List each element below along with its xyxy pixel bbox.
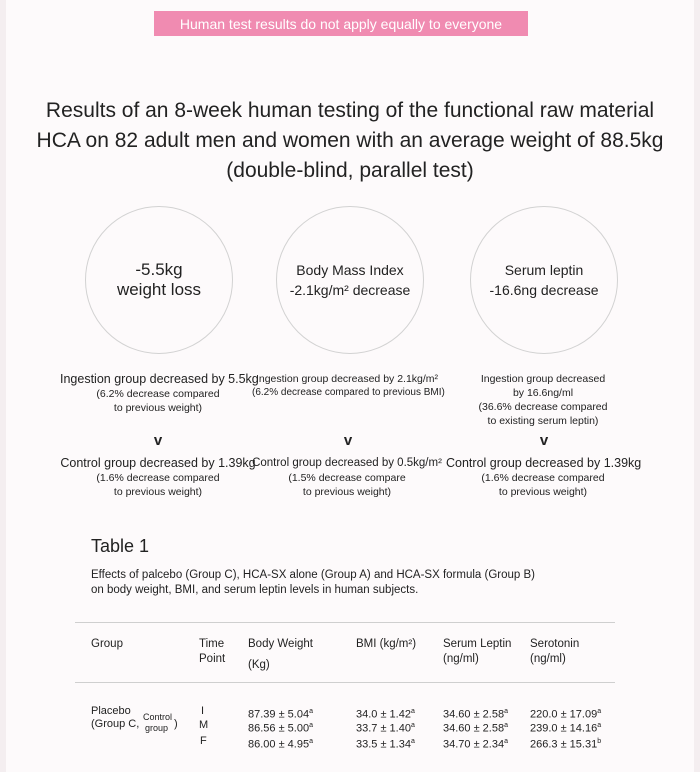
leptin-value: 34.60 ± 2.58: [443, 708, 505, 721]
header-line: (ng/ml): [443, 653, 479, 665]
headline: [20, 96, 680, 186]
header-time-point: [199, 637, 225, 667]
circle-line: Serum leptin: [504, 262, 584, 278]
leptin-cell: [443, 735, 508, 752]
header-body-weight: [248, 637, 313, 673]
ingestion-weight-text: [60, 372, 259, 415]
weight-loss-circle: [85, 206, 233, 354]
header-line: Serotonin: [530, 638, 580, 650]
serotonin-value: 239.0 ± 14.16: [530, 722, 598, 735]
time-cell: M: [199, 719, 209, 731]
control-weight-text: [60, 456, 256, 499]
control-line: (1.5% decrease compare: [288, 472, 406, 484]
bmi-value: 34.0 ± 1.42: [356, 708, 411, 721]
ingestion-line: (36.6% decrease compared: [478, 401, 608, 413]
chevron-down-icon: v: [153, 432, 163, 449]
circle-line: Body Mass Index: [296, 262, 404, 278]
weight-value: 87.39 ± 5.04: [248, 708, 310, 721]
group-label-control: Control: [143, 712, 173, 722]
group-label-line-2: (Group C,: [91, 718, 140, 730]
caption-line: Effects of palcebo (Group C), HCA-SX alone (Group A) and HCA-SX formula (Group B): [91, 569, 535, 581]
bmi-cell: [356, 735, 415, 752]
headline-line-3: (double-blind, parallel test): [226, 159, 474, 182]
leptin-value: 34.70 ± 2.34: [443, 738, 505, 751]
headline-line-1: Results of an 8-week human testing of the functional raw material: [45, 99, 655, 122]
serotonin-value: 266.3 ± 15.31: [530, 738, 598, 751]
bmi-sup: a: [410, 708, 415, 715]
leptin-cell: [443, 719, 508, 736]
leptin-sup: a: [504, 722, 508, 729]
leptin-sup: a: [504, 738, 508, 745]
control-line: (1.6% decrease compared: [96, 472, 220, 484]
serotonin-sup: a: [597, 708, 602, 715]
ingestion-line: (6.2% decrease compared: [96, 388, 220, 400]
group-label-close: ): [174, 718, 178, 730]
header-group: Group: [91, 638, 123, 650]
header-line: Point: [199, 653, 226, 665]
control-line: Control group decreased by 1.39kg: [60, 456, 256, 470]
weight-value: 86.56 ± 5.00: [248, 722, 310, 735]
caption-line: on body weight, BMI, and serum leptin levels in human subjects.: [91, 584, 419, 596]
control-leptin-text: [446, 456, 640, 499]
ingestion-line: to existing serum leptin): [487, 415, 599, 427]
weight-sup: a: [309, 738, 313, 745]
header-line: (ng/ml): [530, 653, 566, 665]
headline-line-2: HCA on 82 adult men and women with an average weight of 88.5kg: [36, 129, 664, 152]
ingestion-line: by 16.6ng/ml: [512, 387, 574, 399]
disclaimer-text: Human test results do not apply equally to everyone: [179, 15, 503, 32]
circle-line: -2.1kg/m² decrease: [289, 282, 411, 298]
circle-line: -5.5kg: [135, 260, 183, 279]
time-cell: I: [201, 705, 205, 717]
header-bmi: BMI (kg/m²): [356, 638, 417, 650]
ingestion-line: Ingestion group decreased by 2.1kg/m²: [255, 373, 439, 385]
table-header-rule: [75, 682, 615, 683]
serotonin-cell: [530, 719, 601, 736]
ingestion-bmi-text: [252, 372, 445, 400]
weight-cell: [248, 735, 313, 752]
serotonin-cell: [530, 735, 601, 752]
bmi-cell: [356, 719, 415, 736]
control-line: Control group decreased by 0.5kg/m²: [252, 457, 442, 469]
circle-line: -16.6ng decrease: [489, 282, 599, 298]
circle-line: weight loss: [116, 280, 202, 299]
serotonin-value: 220.0 ± 17.09: [530, 708, 598, 721]
time-cell: F: [200, 735, 207, 747]
group-label-line-1: Placebo: [91, 705, 131, 717]
ingestion-line: Ingestion group decreased: [480, 373, 606, 385]
ingestion-leptin-text: [446, 372, 640, 428]
group-label-group: group: [145, 723, 169, 733]
serotonin-sup: a: [597, 722, 602, 729]
header-line: Body Weight: [248, 638, 313, 650]
bmi-sup: a: [410, 722, 415, 729]
left-edge: [0, 0, 6, 772]
control-line: to previous weight): [498, 486, 588, 498]
serotonin-sup: b: [597, 738, 602, 745]
serum-leptin-circle: [470, 206, 618, 354]
disclaimer-banner: [154, 11, 528, 36]
control-line: to previous weight): [113, 486, 203, 498]
header-line: (Kg): [248, 659, 270, 671]
weight-sup: a: [309, 722, 313, 729]
bmi-value: 33.5 ± 1.34: [356, 738, 411, 751]
weight-value: 86.00 ± 4.95: [248, 738, 310, 751]
control-line: Control group decreased by 1.39kg: [446, 456, 642, 470]
weight-sup: a: [309, 708, 313, 715]
leptin-sup: a: [504, 708, 508, 715]
leptin-value: 34.60 ± 2.58: [443, 722, 505, 735]
ingestion-line: to previous weight): [113, 402, 203, 414]
bmi-value: 33.7 ± 1.40: [356, 722, 411, 735]
table-title: Table 1: [91, 536, 150, 556]
right-edge: [694, 0, 700, 772]
table-top-rule: [75, 622, 615, 623]
ingestion-line: (6.2% decrease compared to previous BMI): [252, 387, 445, 398]
control-line: to previous weight): [302, 486, 392, 498]
ingestion-line: Ingestion group decreased by 5.5kg: [60, 372, 259, 386]
chevron-down-icon: v: [539, 432, 549, 449]
header-line: Time: [199, 638, 225, 650]
bmi-sup: a: [410, 738, 415, 745]
header-serum-leptin: [443, 637, 511, 667]
bmi-circle: [276, 206, 424, 354]
control-line: (1.6% decrease compared: [481, 472, 605, 484]
control-bmi-text: [252, 456, 442, 499]
weight-cell: [248, 719, 313, 736]
header-serotonin: [530, 637, 579, 667]
header-line: Serum Leptin: [443, 638, 512, 650]
table-caption: [91, 568, 535, 598]
chevron-down-icon: v: [343, 432, 353, 449]
